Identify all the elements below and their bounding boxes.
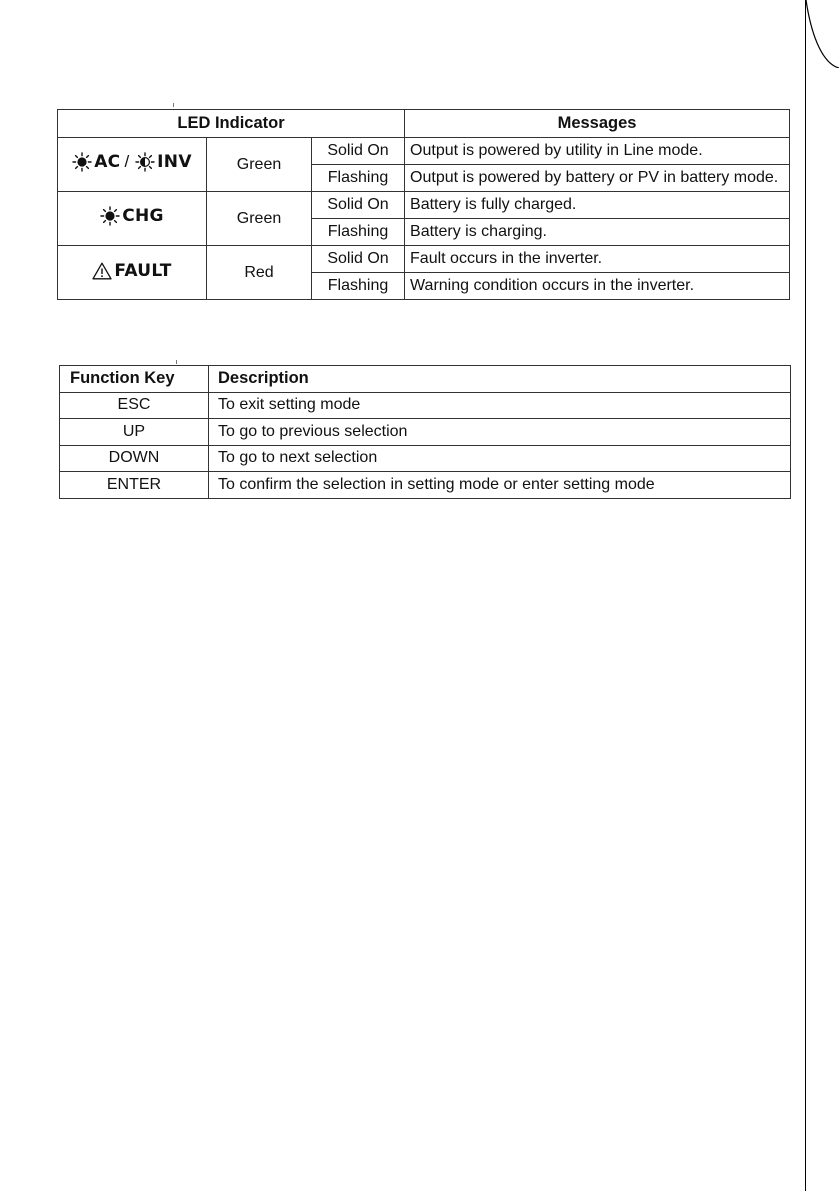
- function-description: To exit setting mode: [209, 392, 791, 419]
- led-color: Green: [207, 138, 312, 192]
- led-message: Battery is fully charged.: [405, 192, 790, 219]
- led-color: Red: [207, 246, 312, 300]
- table-row: [60, 445, 791, 472]
- led-message: Warning condition occurs in the inverter.: [405, 273, 790, 300]
- led-message: Output is powered by utility in Line mode.: [405, 138, 790, 165]
- led-message: Battery is charging.: [405, 219, 790, 246]
- function-key: DOWN: [60, 445, 209, 472]
- table-row: [58, 138, 790, 165]
- description-header: Description: [209, 366, 791, 393]
- led-state: Flashing: [312, 165, 405, 192]
- led-message: Output is powered by battery or PV in battery mode.: [405, 165, 790, 192]
- table-row: [58, 192, 790, 219]
- table-row: [58, 246, 790, 273]
- sun-icon: [72, 152, 92, 172]
- sun-icon: [100, 206, 120, 226]
- warning-triangle-icon: [92, 262, 112, 280]
- scan-mark: [176, 360, 177, 364]
- scan-mark: [173, 103, 174, 107]
- led-indicator-chg: [58, 192, 207, 246]
- function-key-table: [59, 365, 791, 499]
- led-message: Fault occurs in the inverter.: [405, 246, 790, 273]
- led-indicator-fault: [58, 246, 207, 300]
- led-indicator-table: [57, 109, 790, 300]
- led-state: Flashing: [312, 273, 405, 300]
- function-description: To go to previous selection: [209, 419, 791, 446]
- led-state: Solid On: [312, 192, 405, 219]
- messages-header: Messages: [405, 110, 790, 138]
- led-indicator-header: LED Indicator: [58, 110, 405, 138]
- function-key-header: Function Key: [60, 366, 209, 393]
- page-corner-curl: [806, 0, 839, 68]
- table-row: [60, 472, 791, 499]
- indicator-label-chg: CHG: [122, 206, 164, 226]
- indicator-label-fault: FAULT: [114, 260, 172, 281]
- led-state: Solid On: [312, 246, 405, 273]
- function-key: UP: [60, 419, 209, 446]
- table-row: [60, 419, 791, 446]
- led-indicator-ac-inv: [58, 138, 207, 192]
- half-sun-icon: [135, 152, 155, 172]
- led-color: Green: [207, 192, 312, 246]
- indicator-separator: /: [124, 152, 130, 171]
- led-table-header: [58, 110, 790, 138]
- function-key: ENTER: [60, 472, 209, 499]
- function-table-header: [60, 366, 791, 393]
- led-state: Flashing: [312, 219, 405, 246]
- indicator-label-ac: AC: [94, 152, 121, 172]
- function-key: ESC: [60, 392, 209, 419]
- led-state: Solid On: [312, 138, 405, 165]
- indicator-label-inv: INV: [157, 152, 192, 172]
- table-row: [60, 392, 791, 419]
- function-description: To go to next selection: [209, 445, 791, 472]
- function-description: To confirm the selection in setting mode or enter setting mode: [209, 472, 791, 499]
